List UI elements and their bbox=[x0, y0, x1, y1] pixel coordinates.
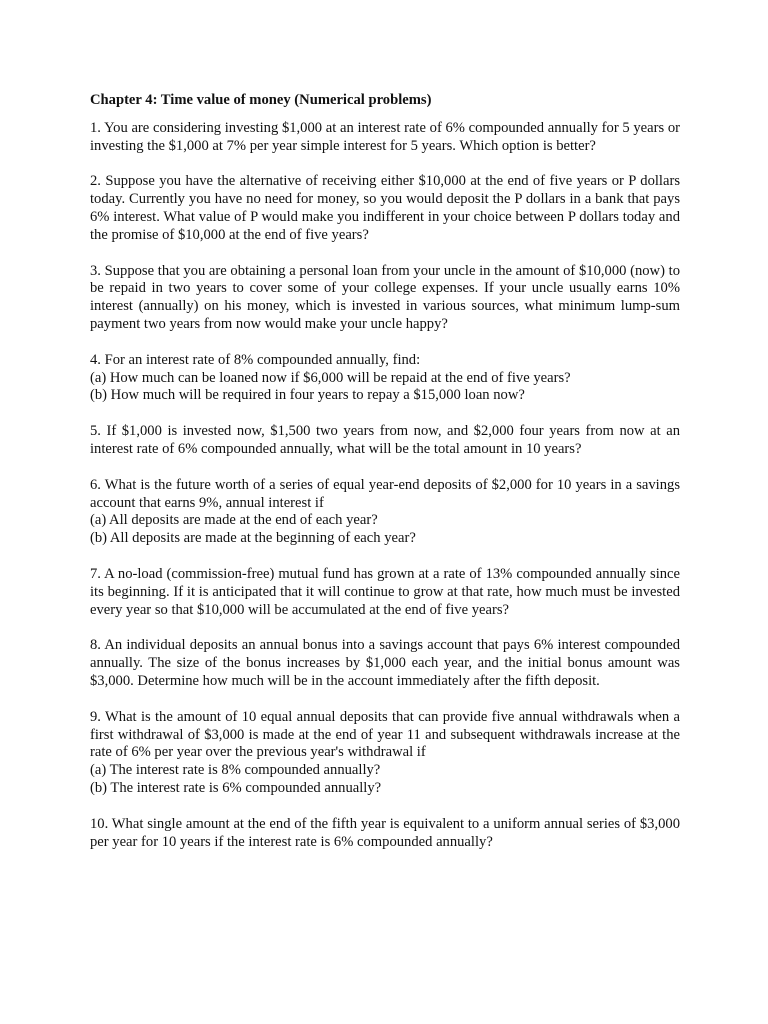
problem-5 bbox=[90, 423, 680, 459]
problem-7 bbox=[90, 566, 680, 619]
problem-3 bbox=[90, 263, 680, 334]
problem-10 bbox=[90, 816, 680, 852]
problem-text: 7. A no-load (commission-free) mutual fund has grown at a rate of 13% compounded annually since its beginning. If it is anticipated that it will continue to grow at that rate, how much must be invested every year so that $10,000 will be accumulated at the end of five years? bbox=[90, 565, 680, 618]
problem-sub-b: (b) How much will be required in four years to repay a $15,000 loan now? bbox=[90, 387, 525, 404]
problem-text: 8. An individual deposits an annual bonus into a savings account that pays 6% interest compounded annually. The size of the bonus increases by $1,000 each year, and the initial bonus amount was $3,000. Determine how much will be in the account immediately after the fifth deposit. bbox=[90, 637, 680, 689]
problem-text: 4. For an interest rate of 8% compounded annually, find: bbox=[90, 351, 421, 368]
problem-sub-a: (a) All deposits are made at the end of each year? bbox=[90, 512, 378, 529]
problem-sub-a: (a) How much can be loaned now if $6,000 will be repaid at the end of five years? bbox=[90, 369, 571, 386]
problem-8 bbox=[90, 637, 680, 690]
problem-4 bbox=[90, 352, 680, 405]
problem-text: 1. You are considering investing $1,000 at an interest rate of 6% compounded annually for 5 years or investing the $1,000 at 7% per year simple interest for 5 years. Which option is better? bbox=[90, 119, 680, 154]
problem-9 bbox=[90, 709, 680, 798]
problem-6 bbox=[90, 477, 680, 548]
problem-2 bbox=[90, 173, 680, 244]
chapter-title: Chapter 4: Time value of money (Numerical problems) bbox=[90, 92, 432, 108]
problem-sub-b: (b) The interest rate is 6% compounded annually? bbox=[90, 779, 382, 796]
problem-text: 2. Suppose you have the alternative of receiving either $10,000 at the end of five years or P dollars today. Currently you have no need for money, so you would deposit the P dollars in a bank that pays 6% interest. What value of P would make you indifferent in your choice between P dollars today and the promise of $10,000 at the end of five years? bbox=[90, 173, 680, 243]
problem-sub-b: (b) All deposits are made at the beginning of each year? bbox=[90, 530, 416, 547]
problem-text: 10. What single amount at the end of the fifth year is equivalent to a uniform annual series of $3,000 per year for 10 years if the interest rate is 6% compounded annually? bbox=[90, 815, 680, 850]
problem-text: 5. If $1,000 is invested now, $1,500 two years from now, and $2,000 four years from now at an interest rate of 6% compounded annually, what will be the total amount in 10 years? bbox=[90, 423, 680, 457]
problem-text: 6. What is the future worth of a series of equal year-end deposits of $2,000 for 10 years in a savings account that earns 9%, annual interest if bbox=[90, 476, 680, 511]
problem-text: 9. What is the amount of 10 equal annual deposits that can provide five annual withdrawals when a first withdrawal of $3,000 is made at the end of year 11 and subsequent withdrawals increase at the rate of 6% per year over the previous year's withdrawal if bbox=[90, 708, 680, 761]
problem-text: 3. Suppose that you are obtaining a personal loan from your uncle in the amount of $10,000 (now) to be repaid in two years to cover some of your college expenses. If your uncle usually earns 10% interest (annually) on his money, which is invested in various sources, what minimum lump-sum payment two years from now would make your uncle happy? bbox=[90, 262, 680, 332]
document-page bbox=[90, 92, 680, 869]
problem-sub-a: (a) The interest rate is 8% compounded annually? bbox=[90, 762, 381, 779]
problem-1 bbox=[90, 120, 680, 156]
